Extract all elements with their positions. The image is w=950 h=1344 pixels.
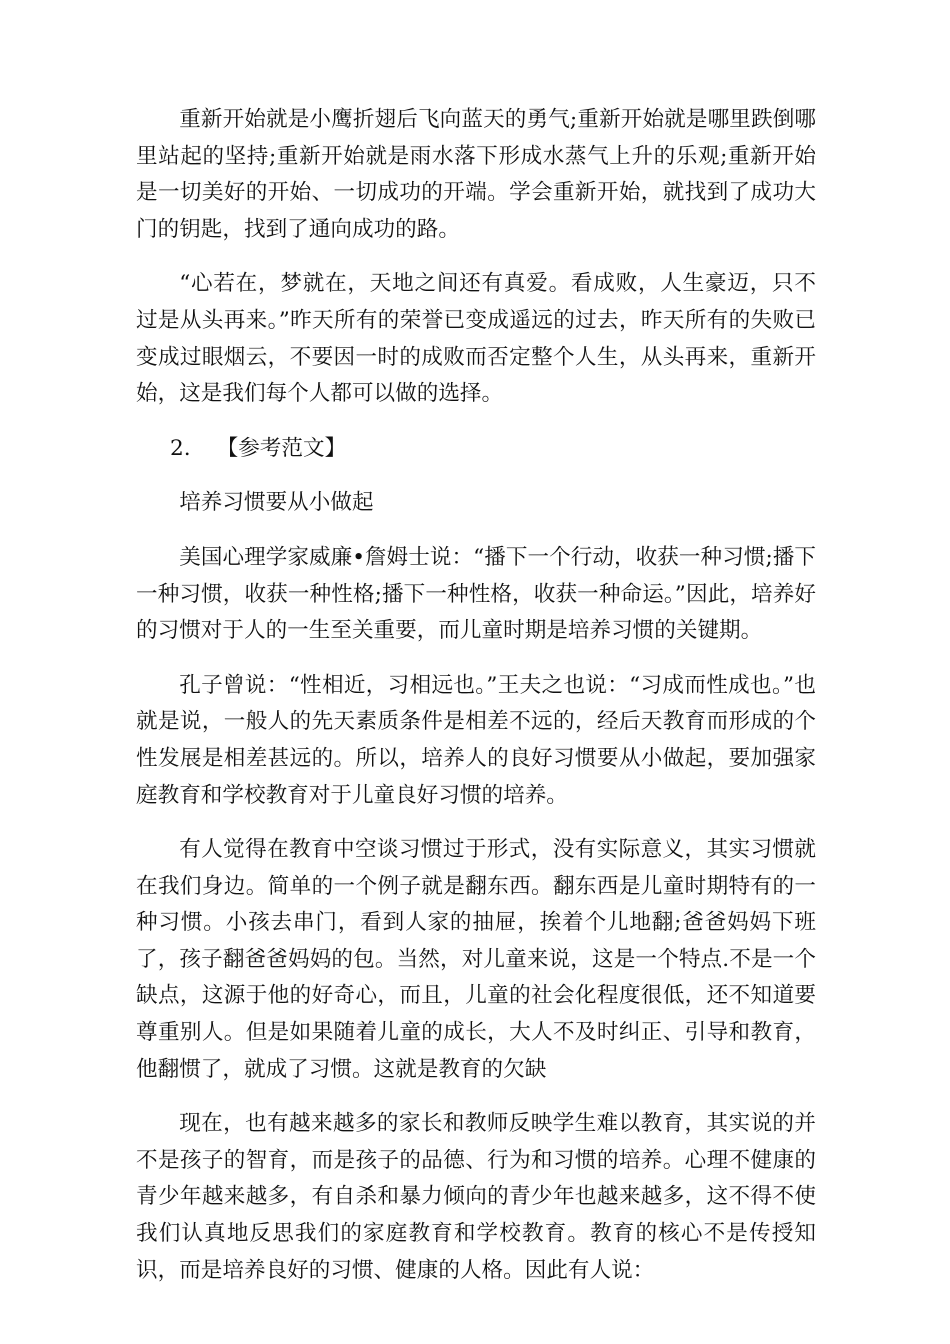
- paragraph-education-core: 现在，也有越来越多的家长和教师反映学生难以教育，其实说的并不是孩子的智育，而是孩子的品德、行为和习惯的培养。心理不健康的青少年越来越多，有自杀和暴力倾向的青少年也越来越多，这不得不使我们认真地反思我们的家庭教育和学校教育。教育的核心不是传授知识，而是培养良好的习惯、健康的人格。因此有人说：: [136, 1111, 816, 1283]
- paragraph-confucius-quote: 孔子曾说：“性相近，习相远也。”王夫之也说：“习成而性成也。”也就是说，一般人的先天素质条件是相差不远的，经后天教育而形成的个性发展是相差甚远的。所以，培养人的良好习惯要从小做起，要加强家庭教育和学校教育对于儿童良好习惯的培养。: [136, 672, 816, 808]
- paragraph-restart-courage: 重新开始就是小鹰折翅后飞向蓝天的勇气;重新开始就是哪里跌倒哪里站起的坚持;重新开始就是雨水落下形成水蒸气上升的乐观;重新开始是一切美好的开始、一切成功的开端。学会重新开始，就找到了成功大门的钥匙，找到了通向成功的路。: [136, 107, 816, 242]
- section-heading: [136, 431, 816, 468]
- section-number: 2.: [170, 435, 191, 461]
- paragraph-james-quote: 美国心理学家威廉•詹姆士说：“播下一个行动，收获一种习惯;播下一种习惯，收获一种性格;播下一种性格，收获一种命运。”因此，培养好的习惯对于人的一生至关重要，而儿童时期是培养习惯的关键期。: [136, 544, 816, 644]
- paragraph-start-over-lyrics: “心若在，梦就在，天地之间还有真爱。看成败，人生豪迈，只不过是从头再来。”昨天所有的荣誉已变成遥远的过去，昨天所有的失败已变成过眼烟云，不要因一时的成败而否定整个人生，从头再来，重新开始，这是我们每个人都可以做的选择。: [136, 271, 816, 407]
- paragraph-rummaging-example: 有人觉得在教育中空谈习惯过于形式，没有实际意义，其实习惯就在我们身边。简单的一个例子就是翻东西。翻东西是儿童时期特有的一种习惯。小孩去串门，看到人家的抽屉，挨着个儿地翻;爸爸妈妈下班了，孩子翻爸爸妈妈的包。当然，对儿童来说，这是一个特点.不是一个缺点，这源于他的好奇心，而且，儿童的社会化程度很低，还不知道要尊重别人。但是如果随着儿童的成长，大人不及时纠正、引导和教育，他翻惯了，就成了习惯。这就是教育的欠缺: [136, 837, 816, 1082]
- document-body: [136, 102, 816, 1307]
- essay-title: 培养习惯要从小做起: [179, 490, 374, 516]
- section-label: 【参考范文】: [216, 435, 347, 461]
